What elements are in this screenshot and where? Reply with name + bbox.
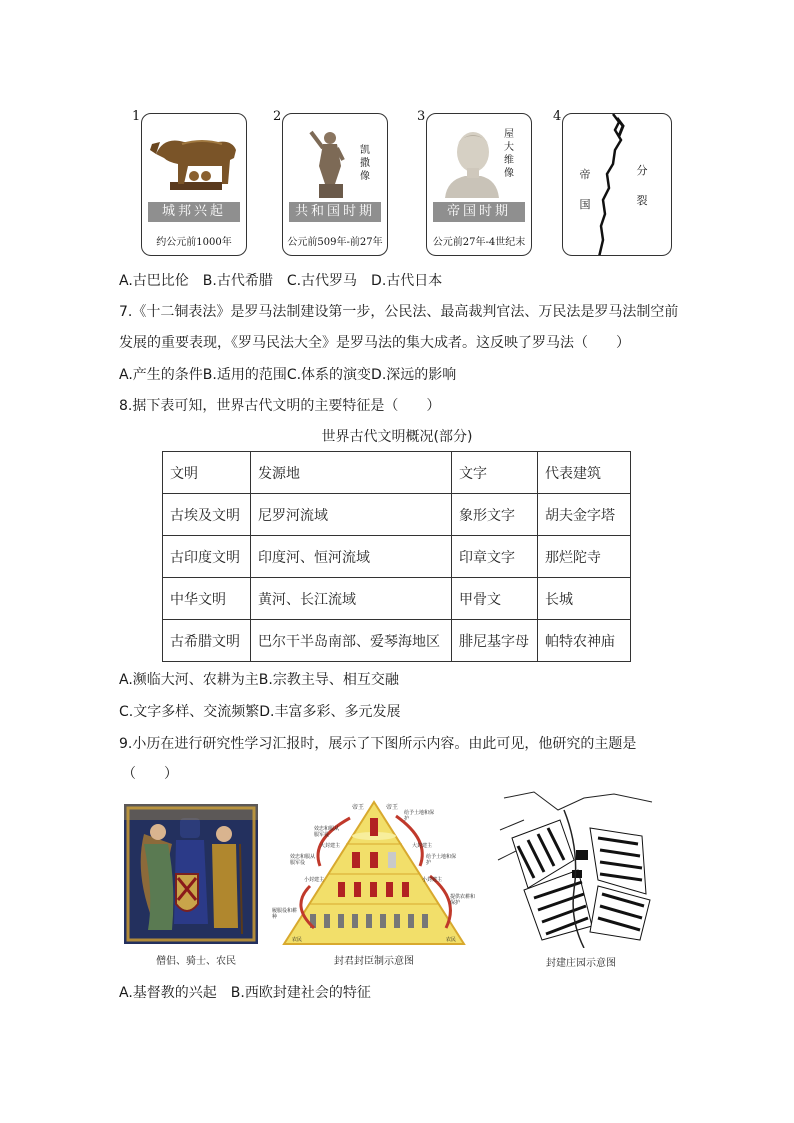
header-cell: 文明	[163, 452, 251, 494]
panel-number-2: 2	[273, 109, 282, 124]
q8-stem: 8.据下表可知，世界古代文明的主要特征是（ ）	[119, 398, 441, 414]
table-cell: 古希腊文明	[163, 620, 251, 662]
pyramid-label-right-1: 给予土地和保护	[404, 810, 435, 822]
table-cell: 黄河、长江流域	[251, 578, 452, 620]
table-header-row	[163, 452, 631, 494]
table-row	[163, 620, 631, 662]
pyramid-label-left-5: 履服役和耕种	[272, 908, 298, 920]
table-cell: 帕特农神庙	[538, 620, 631, 662]
panel-caption: 公元前509年-前27年	[287, 237, 383, 248]
q8-options-line2: C.文字多样、交流频繁D.丰富多彩、多元发展	[119, 704, 401, 720]
map-label-split: 分裂	[636, 164, 648, 207]
pyramid-label-left-2: 大封建主	[320, 843, 341, 849]
table-title: 世界古代文明概况(部分)	[321, 429, 473, 445]
panel-number-1: 1	[132, 109, 141, 124]
statue-label: 屋大维像	[504, 129, 514, 179]
octavian-bust-icon	[427, 114, 532, 202]
panel-band-label: 共和国时期	[289, 202, 381, 222]
statue-label: 凯撒像	[360, 145, 370, 182]
panel-city-state	[141, 113, 247, 256]
panel-division-map	[562, 113, 672, 256]
manor-map-icon	[494, 790, 664, 948]
pyramid-label-top-right: 帝王	[386, 804, 399, 811]
pyramid-label-bottom-right: 农民	[446, 937, 457, 943]
q7-options: A.产生的条件B.适用的范围C.体系的演变D.深远的影响	[119, 367, 457, 383]
header-cell: 发源地	[251, 452, 452, 494]
pyramid-label-right-2: 大封建主	[412, 843, 433, 849]
header-cell: 文字	[452, 452, 538, 494]
panel-caption: 约公元前1000年	[156, 237, 232, 248]
pyramid-label-right-3: 给予土地和保护	[426, 854, 457, 866]
table-cell: 巴尔干半岛南部、爱琴海地区	[251, 620, 452, 662]
panel-caption: 公元前27年-4世纪末	[432, 237, 526, 248]
q9-stem-line1: 9.小历在进行研究性学习汇报时，展示了下图所示内容。由此可见，他研究的主题是	[119, 736, 637, 752]
table-row	[163, 536, 631, 578]
pyramid-label-left-1: 效忠和服从服军役	[314, 826, 340, 838]
table-cell: 腓尼基字母	[452, 620, 538, 662]
pyramid-diagram-icon	[270, 800, 478, 946]
she-wolf-statue-icon	[142, 114, 247, 202]
table-row	[163, 578, 631, 620]
q9-options: A.基督教的兴起 B.西欧封建社会的特征	[119, 985, 371, 1001]
pyramid-label-bottom-left: 农民	[292, 937, 303, 943]
table-cell: 胡夫金字塔	[538, 494, 631, 536]
monk-knight-peasant-icon	[124, 804, 258, 944]
table-cell: 尼罗河流域	[251, 494, 452, 536]
table-cell: 中华文明	[163, 578, 251, 620]
panel-number-4: 4	[553, 109, 562, 124]
caption-pyramid: 封君封臣制示意图	[334, 956, 414, 967]
header-cell: 代表建筑	[538, 452, 631, 494]
pyramid-label-right-5: 提供农耕和保护	[450, 894, 476, 906]
panel-band-label: 帝国时期	[433, 202, 525, 222]
q9-stem-line2: （ ）	[122, 766, 178, 782]
panel-band-label: 城邦兴起	[148, 202, 240, 222]
table-row	[163, 494, 631, 536]
civilization-table	[162, 451, 631, 662]
q8-options-line1: A.濒临大河、农耕为主B.宗教主导、相互交融	[119, 672, 399, 688]
table-cell: 印度河、恒河流域	[251, 536, 452, 578]
q7-stem-line1: 7.《十二铜表法》是罗马法制建设第一步，公民法、最高裁判官法、万民法是罗马法制空前	[119, 304, 679, 320]
manor-map-image	[494, 790, 664, 948]
table-cell: 甲骨文	[452, 578, 538, 620]
pyramid-label-left-3: 效忠和服从服军役	[290, 854, 316, 866]
pyramid-label-left-4: 小封建主	[304, 877, 325, 883]
table-cell: 印章文字	[452, 536, 538, 578]
panel-number-3: 3	[417, 109, 426, 124]
panel-empire	[426, 113, 532, 256]
q6-options: A.古巴比伦 B.古代希腊 C.古代罗马 D.古代日本	[119, 273, 443, 289]
medieval-miniature-image	[124, 804, 258, 944]
table-cell: 古印度文明	[163, 536, 251, 578]
caption-manor: 封建庄园示意图	[546, 958, 616, 969]
map-label-empire: 帝国	[579, 168, 591, 211]
table-cell: 古埃及文明	[163, 494, 251, 536]
pyramid-label-top-left: 帝王	[352, 804, 365, 811]
panel-republic	[282, 113, 388, 256]
caesar-statue-icon	[283, 114, 388, 202]
caption-miniature: 僧侣、骑士、农民	[156, 956, 236, 967]
table-cell: 长城	[538, 578, 631, 620]
table-cell: 那烂陀寺	[538, 536, 631, 578]
pyramid-label-right-4: 小封建主	[422, 877, 443, 883]
feudal-pyramid-image	[270, 800, 478, 946]
table-cell: 象形文字	[452, 494, 538, 536]
q7-stem-line2: 发展的重要表现，《罗马民法大全》是罗马法的集大成者。这反映了罗马法（ ）	[119, 335, 630, 351]
